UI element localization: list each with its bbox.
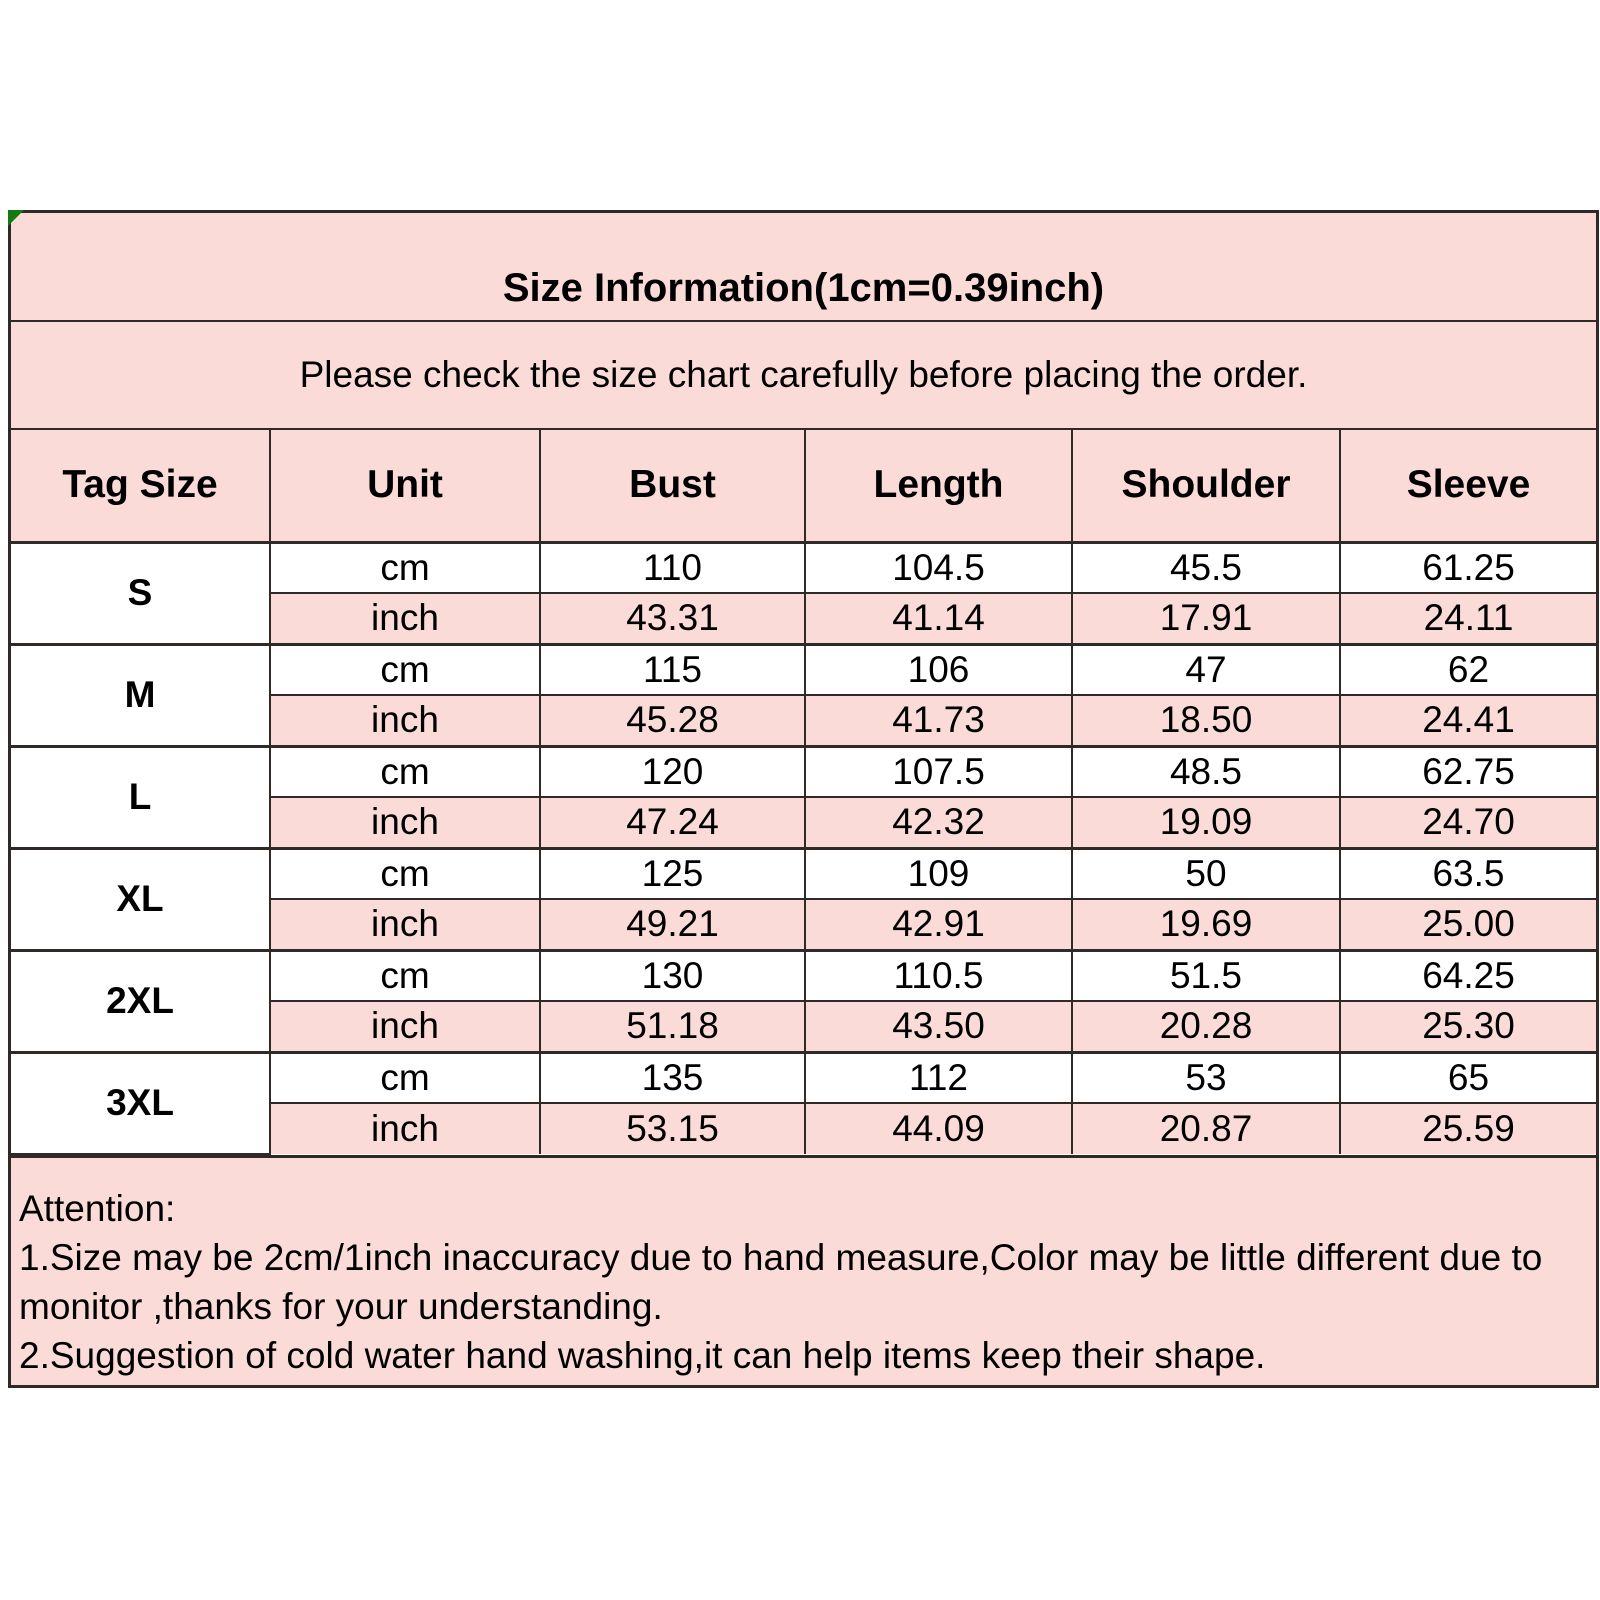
measurement-cell: 42.32 [805, 797, 1072, 848]
attention-notes [11, 1155, 1596, 1385]
column-header-length: Length [805, 429, 1072, 542]
size-table [11, 213, 1596, 1155]
measurement-cell: 64.25 [1340, 950, 1596, 1001]
unit-cell: cm [270, 644, 540, 695]
measurement-cell: 51.18 [540, 1001, 805, 1052]
measurement-cell: 25.30 [1340, 1001, 1596, 1052]
measurement-cell: 115 [540, 644, 805, 695]
column-header-sleeve: Sleeve [1340, 429, 1596, 542]
unit-cell: inch [270, 899, 540, 950]
measurement-cell: 17.91 [1072, 593, 1340, 644]
size-l-cm-row [11, 746, 1596, 797]
attention-note-1: 1.Size may be 2cm/1inch inaccuracy due to hand measure,Color may be little different due to monitor ,thanks for your understanding. [19, 1237, 1543, 1327]
unit-cell: cm [270, 950, 540, 1001]
measurement-cell: 135 [540, 1052, 805, 1103]
size-label: S [11, 542, 270, 644]
size-label: 2XL [11, 950, 270, 1052]
measurement-cell: 53 [1072, 1052, 1340, 1103]
size-label: 3XL [11, 1052, 270, 1154]
unit-cell: inch [270, 593, 540, 644]
unit-cell: inch [270, 1103, 540, 1154]
measurement-cell: 125 [540, 848, 805, 899]
measurement-cell: 48.5 [1072, 746, 1340, 797]
size-chart-sheet [8, 210, 1599, 1388]
measurement-cell: 45.28 [540, 695, 805, 746]
measurement-cell: 19.69 [1072, 899, 1340, 950]
size-2xl-cm-row [11, 950, 1596, 1001]
measurement-cell: 42.91 [805, 899, 1072, 950]
measurement-cell: 50 [1072, 848, 1340, 899]
table-subtitle: Please check the size chart carefully before placing the order. [11, 321, 1596, 429]
unit-cell: cm [270, 1052, 540, 1103]
measurement-cell: 109 [805, 848, 1072, 899]
unit-cell: inch [270, 1001, 540, 1052]
size-label: XL [11, 848, 270, 950]
title-row [11, 213, 1596, 321]
measurement-cell: 106 [805, 644, 1072, 695]
unit-cell: cm [270, 542, 540, 593]
measurement-cell: 24.11 [1340, 593, 1596, 644]
measurement-cell: 24.70 [1340, 797, 1596, 848]
subtitle-row [11, 321, 1596, 429]
column-header-shoulder: Shoulder [1072, 429, 1340, 542]
measurement-cell: 107.5 [805, 746, 1072, 797]
size-3xl-cm-row [11, 1052, 1596, 1103]
column-header-unit: Unit [270, 429, 540, 542]
measurement-cell: 18.50 [1072, 695, 1340, 746]
measurement-cell: 20.87 [1072, 1103, 1340, 1154]
column-header-row [11, 429, 1596, 542]
measurement-cell: 104.5 [805, 542, 1072, 593]
column-header-tag-size: Tag Size [11, 429, 270, 542]
unit-cell: inch [270, 695, 540, 746]
measurement-cell: 41.73 [805, 695, 1072, 746]
measurement-cell: 62 [1340, 644, 1596, 695]
attention-heading: Attention: [19, 1188, 176, 1229]
attention-note-2: 2.Suggestion of cold water hand washing,it can help items keep their shape. [19, 1335, 1266, 1376]
column-header-bust: Bust [540, 429, 805, 542]
size-s-cm-row [11, 542, 1596, 593]
size-label: L [11, 746, 270, 848]
measurement-cell: 25.59 [1340, 1103, 1596, 1154]
measurement-cell: 130 [540, 950, 805, 1001]
measurement-cell: 62.75 [1340, 746, 1596, 797]
measurement-cell: 120 [540, 746, 805, 797]
measurement-cell: 53.15 [540, 1103, 805, 1154]
measurement-cell: 112 [805, 1052, 1072, 1103]
measurement-cell: 45.5 [1072, 542, 1340, 593]
size-m-cm-row [11, 644, 1596, 695]
measurement-cell: 110 [540, 542, 805, 593]
measurement-cell: 47.24 [540, 797, 805, 848]
table-title: Size Information(1cm=0.39inch) [11, 213, 1596, 321]
measurement-cell: 43.31 [540, 593, 805, 644]
unit-cell: cm [270, 746, 540, 797]
size-xl-cm-row [11, 848, 1596, 899]
size-label: M [11, 644, 270, 746]
measurement-cell: 43.50 [805, 1001, 1072, 1052]
measurement-cell: 25.00 [1340, 899, 1596, 950]
measurement-cell: 65 [1340, 1052, 1596, 1103]
measurement-cell: 49.21 [540, 899, 805, 950]
measurement-cell: 44.09 [805, 1103, 1072, 1154]
measurement-cell: 47 [1072, 644, 1340, 695]
measurement-cell: 51.5 [1072, 950, 1340, 1001]
measurement-cell: 63.5 [1340, 848, 1596, 899]
measurement-cell: 41.14 [805, 593, 1072, 644]
measurement-cell: 61.25 [1340, 542, 1596, 593]
unit-cell: inch [270, 797, 540, 848]
unit-cell: cm [270, 848, 540, 899]
measurement-cell: 110.5 [805, 950, 1072, 1001]
measurement-cell: 24.41 [1340, 695, 1596, 746]
green-corner-marker-icon [8, 210, 24, 226]
measurement-cell: 20.28 [1072, 1001, 1340, 1052]
measurement-cell: 19.09 [1072, 797, 1340, 848]
